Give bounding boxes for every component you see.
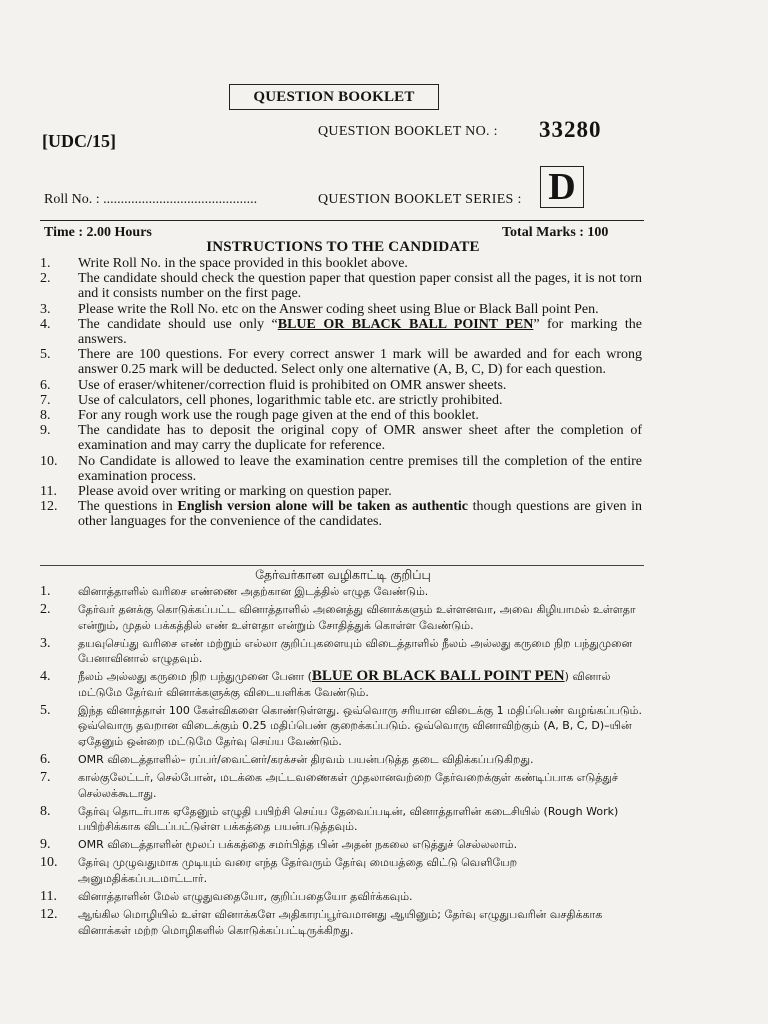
instruction-text xyxy=(78,317,642,347)
instruction-item xyxy=(40,317,642,347)
instruction-number: 9. xyxy=(40,423,51,439)
instruction-item xyxy=(40,669,644,700)
instruction-number: 8. xyxy=(40,803,51,819)
instruction-text: Use of calculators, cell phones, logarithmic table etc. are strictly prohibited. xyxy=(78,392,503,408)
instruction-text: இந்த வினாத்தாள் 100 கேள்விகளை கொண்டுள்ளது. ஒவ்வொரு சரியான விடைக்கு 1 மதிப்பெண் வழங்கப்படும். ஒவ்வொரு தவறான விடைக்கும் 0.25 மதிப்பெண் குறைக்கப்படும். ஒவ்வொரு வினாவிற்கும் (A, B, C, D)–யின் ஏதேனும் ஒன்றை மட்டுமே தேர்வு செய்ய வேண்டும். xyxy=(78,703,642,748)
instruction-text: Please write the Roll No. etc on the Answer coding sheet using Blue or Black Ball point Pen. xyxy=(78,301,599,317)
instruction-text: For any rough work use the rough page given at the end of this booklet. xyxy=(78,408,479,424)
booklet-no-label: QUESTION BOOKLET NO. : xyxy=(318,124,498,139)
instruction-number: 1. xyxy=(40,256,51,271)
instruction-text: OMR விடைத்தாளின் மூலப் பக்கத்தை சமர்பித்த பின் அதன் நகலை எடுத்துச் செல்லலாம். xyxy=(78,838,518,852)
instruction-text-part: though questions are given in other languages for the convenience of the candidates. xyxy=(78,499,642,530)
tamil-instructions-heading: தேர்வர்கான வழிகாட்டி குறிப்பு xyxy=(255,567,431,582)
roll-no-blank: ............................................ xyxy=(103,192,258,207)
instruction-text: கால்குலேட்டர், செல்போன், மடக்கை அட்டவணைகள் முதலானவற்றை தேர்வறைக்குள் கண்டிப்பாக எடுத்துச் செல்லக்கூடாது. xyxy=(78,771,618,800)
instruction-text-part: ” for marking the answers. xyxy=(78,316,642,348)
instruction-item xyxy=(40,423,642,453)
instruction-number: 6. xyxy=(40,377,51,393)
english-instructions-list xyxy=(40,256,642,530)
tamil-instructions-list xyxy=(40,584,644,941)
instruction-item xyxy=(40,454,642,484)
instruction-number: 5. xyxy=(40,702,51,718)
instruction-number: 6. xyxy=(40,751,51,767)
instruction-number: 1. xyxy=(40,584,51,599)
instruction-text: Write Roll No. in the space provided in this booklet above. xyxy=(78,256,408,271)
series-label: QUESTION BOOKLET SERIES : xyxy=(318,192,522,207)
instruction-item xyxy=(40,302,642,317)
pen-emphasis: BLUE OR BLACK BALL POINT PEN xyxy=(277,316,534,332)
total-marks: Total Marks : 100 xyxy=(502,225,609,240)
instruction-text-part: நீலம் அல்லது கருமை நிற பந்துமுனை பேனா ( xyxy=(78,670,312,684)
instruction-number: 3. xyxy=(40,635,51,651)
instruction-text-part: ) வினால் மட்டுமே தேர்வர் வினாக்களுக்கு விடையளிக்க வேண்டும். xyxy=(78,670,611,699)
instruction-text: There are 100 questions. For every correct answer 1 mark will be awarded and for each wrong answer 0.25 mark will be deducted. Select only one alternative (A, B, C, D) for each question. xyxy=(78,347,642,378)
instruction-item xyxy=(40,408,642,423)
instruction-number: 7. xyxy=(40,392,51,408)
instruction-text xyxy=(78,669,644,700)
instruction-text: வினாத்தாளின் மேல் எழுதுவதையோ, குறிப்பதையோ தவிர்க்கவும். xyxy=(78,889,413,903)
instruction-number: 10. xyxy=(40,855,58,871)
instruction-item xyxy=(40,889,644,905)
instruction-number: 2. xyxy=(40,602,51,618)
instruction-number: 5. xyxy=(40,347,51,363)
instruction-item xyxy=(40,499,642,529)
instruction-text xyxy=(78,499,642,529)
section-divider xyxy=(40,565,644,566)
instruction-item xyxy=(40,347,642,377)
instruction-text: தேர்வு தொடர்பாக ஏதேனும் எழுதி பயிற்சி செய்ய தேவைப்படின், வினாத்தாளின் கடைசியில் (Rough Work) பயிற்சிக்காக விடப்பட்டுள்ள பக்கத்தை பயன்படுத்தவும். xyxy=(78,804,619,834)
instruction-number: 12. xyxy=(40,499,58,515)
instruction-item xyxy=(40,804,644,835)
booklet-no-value: 33280 xyxy=(539,117,602,142)
instruction-text: வினாத்தாளில் வரிசை எண்ணை அதற்கான இடத்தில் எழுத வேண்டும். xyxy=(78,585,429,598)
instruction-item xyxy=(40,770,644,801)
instruction-number: 7. xyxy=(40,770,51,786)
instruction-item xyxy=(40,752,644,768)
instruction-item xyxy=(40,602,644,633)
bold-emphasis: English version alone will be taken as authentic xyxy=(177,499,469,515)
instruction-number: 12. xyxy=(40,907,58,923)
instruction-text: தயவுசெய்து வரிசை எண் மற்றும் எல்லா குறிப்புகளையும் விடைத்தாளில் நீலம் அல்லது கருமை நிற பந்துமுனை பேனாவினால் எழுதவும். xyxy=(78,636,633,666)
instruction-item xyxy=(40,256,642,271)
instruction-item xyxy=(40,636,644,667)
instruction-number: 4. xyxy=(40,669,51,685)
instruction-item xyxy=(40,584,644,600)
instruction-text: தேர்வு முழுவதுமாக முடியும் வரை எந்த தேர்வரும் தேர்வு மையத்தை விட்டு வெளியேற அனுமதிக்கப்படமாட்டார். xyxy=(78,856,518,885)
instruction-item xyxy=(40,703,644,750)
instruction-item xyxy=(40,907,644,938)
booklet-title-box: QUESTION BOOKLET xyxy=(229,84,439,110)
instruction-text: The candidate has to deposit the original copy of OMR answer sheet after the completion of examination and may carry the duplicate for reference. xyxy=(78,423,642,454)
instruction-text: ஆங்கில மொழியில் உள்ள வினாக்களே அதிகாரப்பூர்வமானது ஆயினும்; தேர்வு எழுதுபவரின் வசதிக்காக வினாக்கள் மற்ற மொழிகளில் கொடுக்கப்பட்டிருக்கிறது. xyxy=(78,908,603,937)
instruction-number: 11. xyxy=(40,888,57,904)
roll-no-label: Roll No. : xyxy=(44,192,100,207)
pen-emphasis: BLUE OR BLACK BALL POINT PEN xyxy=(311,668,565,685)
instruction-text: Use of eraser/whitener/correction fluid is prohibited on OMR answer sheets. xyxy=(78,377,507,393)
instruction-text: The candidate should check the question paper that question paper consist all the pages, it is not torn and it consists number on the first page. xyxy=(78,271,642,302)
instruction-item xyxy=(40,378,642,393)
exam-time: Time : 2.00 Hours xyxy=(44,225,152,240)
divider-rule xyxy=(40,220,644,221)
instruction-item xyxy=(40,393,642,408)
instruction-item xyxy=(40,271,642,301)
instruction-item xyxy=(40,484,642,499)
instruction-text: OMR விடைத்தாளில்– ரப்பர்/வைட்னர்/கரக்சன் திரவம் பயன்படுத்த தடை விதிக்கப்படுகிறது. xyxy=(78,752,534,766)
instruction-text-part: The candidate should use only “ xyxy=(78,316,278,332)
instruction-item xyxy=(40,837,644,853)
instruction-number: 3. xyxy=(40,301,51,317)
udc-code: [UDC/15] xyxy=(42,131,116,151)
instruction-text: Please avoid over writing or marking on question paper. xyxy=(78,484,392,500)
instruction-number: 9. xyxy=(40,837,51,853)
instruction-text: No Candidate is allowed to leave the examination centre premises till the completion of the entire examination process. xyxy=(78,453,642,484)
series-letter-box: D xyxy=(540,166,584,208)
instruction-text-part: The questions in xyxy=(78,499,178,515)
instruction-number: 8. xyxy=(40,408,51,424)
instruction-number: 11. xyxy=(40,484,57,500)
instruction-text: தேர்வர் தனக்கு கொடுக்கப்பட்ட வினாத்தாளில் அனைத்து வினாக்களும் உள்ளனவா, அவை கிழியாமல் உள்ளதா என்றும், முதல் பக்கத்தில் எண் உள்ளதா என்றும் சோதித்துக் கொள்ள வேண்டும். xyxy=(78,603,636,632)
instructions-heading: INSTRUCTIONS TO THE CANDIDATE xyxy=(206,239,480,255)
instruction-number: 10. xyxy=(40,453,58,469)
roll-no-field xyxy=(44,192,257,208)
instruction-number: 2. xyxy=(40,271,51,287)
instruction-number: 4. xyxy=(40,316,51,332)
instruction-item xyxy=(40,855,644,886)
